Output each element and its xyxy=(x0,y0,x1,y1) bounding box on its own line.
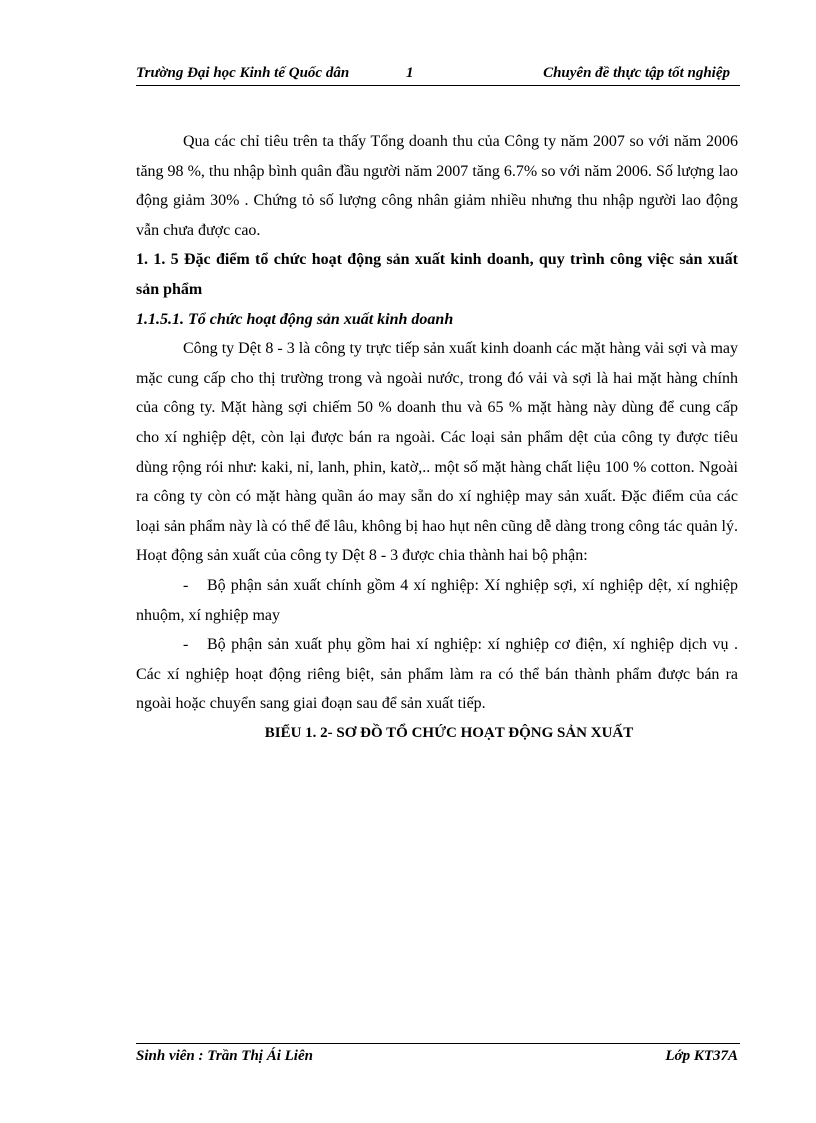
bullet-text: Bộ phận sản xuất phụ gồm hai xí nghiệp: xí nghiệp cơ điện, xí nghiệp dịch vụ . Các xí nghiệp hoạt động riêng biệt, sản phẩm làm ra có thể bán thành phẩm được bán ra ngoài hoặc chuyển sang giai đoạn sau để sản xuất tiếp. xyxy=(136,636,738,713)
footer-class: Lớp KT37A xyxy=(665,1048,738,1064)
bullet-dash: - xyxy=(183,636,189,654)
figure-caption: BIỂU 1. 2- SƠ ĐỒ TỔ CHỨC HOẠT ĐỘNG SẢN XUẤT xyxy=(264,724,634,741)
header-school: Trường Đại học Kinh tế Quốc dân xyxy=(136,65,350,81)
page-header xyxy=(136,63,740,86)
bullet-text: Bộ phận sản xuất chính gồm 4 xí nghiệp: Xí nghiệp sợi, xí nghiệp dệt, xí nghiệp nhuộm, xí nghiệp may xyxy=(136,576,738,624)
section-heading: 1. 1. 5 Đặc điểm tổ chức hoạt động sản xuất kinh doanh, quy trình công việc sản xuất sản phẩm xyxy=(136,251,738,298)
bullet-item xyxy=(136,571,738,630)
header-report-type: Chuyên đề thực tập tốt nghiệp xyxy=(543,65,730,81)
bullet-item xyxy=(136,630,738,719)
footer-student: Sinh viên : Trần Thị Ái Liên xyxy=(136,1048,313,1064)
paragraph-summary: Qua các chỉ tiêu trên ta thấy Tổng doanh thu của Công ty năm 2007 so với năm 2006 tăng 98 %, thu nhập bình quân đầu người năm 2007 tăng 6.7% so với năm 2006. Số lượng lao động giảm 30% . Chứng tỏ số lượng công nhân giảm nhiều nhưng thu nhập người lao động vẫn chưa được cao. xyxy=(136,133,738,239)
bullet-dash: - xyxy=(183,576,189,594)
header-page-number: 1 xyxy=(406,65,414,81)
subsection-heading: 1.1.5.1. Tổ chức hoạt động sản xuất kinh doanh xyxy=(136,310,454,328)
page-footer xyxy=(136,1043,740,1070)
paragraph-company: Công ty Dệt 8 - 3 là công ty trực tiếp sản xuất kinh doanh các mặt hàng vải sợi và may mặc cung cấp cho thị trường trong và ngoài nước, trong đó vải và sợi là hai mặt hàng chính của công ty. Mặt hàng sợi chiếm 50 % doanh thu và 65 % mặt hàng này dùng để cung cấp cho xí nghiệp dệt, còn lại được bán ra ngoài. Các loại sản phẩm dệt của công ty được tiêu dùng rộng rói như: kaki, nỉ, lanh, phin, katờ,.. một số mặt hàng chất liệu 100 % cotton. Ngoài ra công ty còn có mặt hàng quần áo may sẵn do xí nghiệp may sản xuất. Đặc điểm của các loại sản phẩm này là có thể để lâu, không bị hao hụt nên cũng dễ dàng trong công tác quản lý. Hoạt động sản xuất của công ty Dệt 8 - 3 được chia thành hai bộ phận: xyxy=(136,340,738,565)
body-text xyxy=(136,127,738,748)
